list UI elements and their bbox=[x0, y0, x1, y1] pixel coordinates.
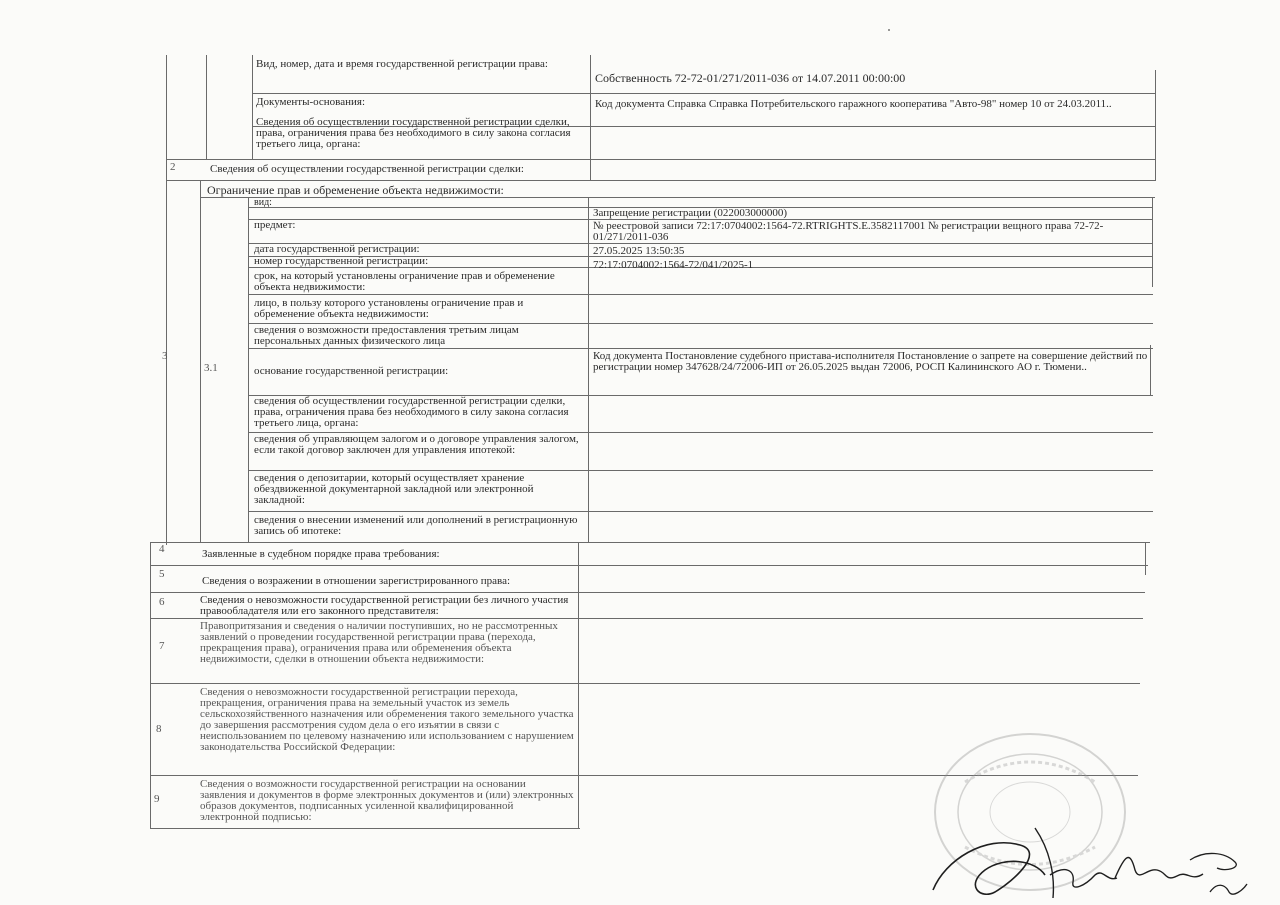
label-pledge-manager: сведения об управляющем залогом и о договоре управления залогом, если такой договор заключен для управления ипотекой: bbox=[254, 433, 579, 456]
rule bbox=[578, 543, 579, 829]
rule bbox=[150, 565, 1148, 566]
signature-icon bbox=[925, 820, 1255, 905]
rule bbox=[150, 828, 580, 829]
rule bbox=[252, 93, 1156, 94]
label-restriction-kind: вид: bbox=[254, 197, 272, 207]
rule bbox=[248, 197, 249, 542]
rule bbox=[150, 542, 1150, 543]
rule bbox=[166, 55, 167, 545]
label-registration-consent: сведения об осуществлении государственной регистрации сделки, права, ограничения права без необходимого в силу закона согласия третьего лица, органа: bbox=[254, 395, 569, 429]
rule bbox=[166, 159, 1156, 160]
rule bbox=[1145, 543, 1146, 575]
label-registration-number: номер государственной регистрации: bbox=[254, 255, 429, 267]
row-number: 3 bbox=[162, 350, 168, 362]
row-number: 8 bbox=[156, 723, 162, 735]
label-agricultural-land: Сведения о невозможности государственной регистрации перехода, прекращения, ограничения права на земельный участок из земель сельскохозяйственного назначения или обременения такого земельного участка до завершения рассмотрения судом дела о его изъятии в связи с неиспользованием по целевому назначению или использованием с нарушением законодательства Российской Федерации: bbox=[200, 686, 574, 753]
sub-row-number: 3.1 bbox=[204, 362, 218, 374]
value-restriction-subject: № реестровой записи 72:17:0704002:1564-72.RTRIGHTS.E.3582117001 № регистрации вещного права 72-72-01/271/2011-036 bbox=[593, 220, 1104, 243]
row-number: 2 bbox=[170, 161, 176, 173]
label-beneficiary: лицо, в пользу которого установлены ограничение прав и обременение объекта недвижимости: bbox=[254, 297, 524, 320]
rule bbox=[248, 294, 1153, 295]
label-depositary: сведения о депозитарии, который осуществляет хранение обездвиженной документарной закладной или электронной закладной: bbox=[254, 472, 534, 506]
label-claims: Заявленные в судебном порядке права требования: bbox=[202, 548, 440, 560]
rule bbox=[248, 511, 1153, 512]
value-basis-documents: Код документа Справка Справка Потребительского гаражного кооператива "Авто-98" номер 10 от 24.03.2011.. bbox=[595, 98, 1112, 110]
label-personal-participation: Сведения о невозможности государственной регистрации без личного участия правообладателя или его законного представителя: bbox=[200, 594, 569, 617]
label-restriction-term: срок, на который установлены ограничение прав и обременение объекта недвижимости: bbox=[254, 270, 555, 293]
value-registration-date: 27.05.2025 13:50:35 bbox=[593, 245, 685, 257]
label-restriction-subject: предмет: bbox=[254, 219, 296, 231]
value-registration-basis: Код документа Постановление судебного пристава-исполнителя Постановление о запрете на совершение действий по регистрации номер 347628/24/72006-ИП от 26.05.2025 выдан 72006, РОСП Калининского АО г. Тюмени.. bbox=[593, 350, 1148, 373]
label-restrictions-header: Ограничение прав и обременение объекта недвижимости: bbox=[207, 184, 504, 197]
value-registration-number: 72:17:0704002:1564-72/041/2025-1 bbox=[593, 259, 754, 271]
row-number: 5 bbox=[159, 568, 165, 580]
rule bbox=[1152, 197, 1153, 287]
label-registration-basis: основание государственной регистрации: bbox=[254, 365, 449, 377]
rule bbox=[150, 592, 1145, 593]
rule bbox=[206, 55, 207, 159]
label-claims-pending: Правопритязания и сведения о наличии поступивших, но не рассмотренных заявлений о проведении государственной регистрации права (перехода, прекращения права), ограничения права или обременения объекта недвижимости, сделки в отношении объекта недвижимости: bbox=[200, 620, 558, 665]
value-registration-type: Собственность 72-72-01/271/2011-036 от 14.07.2011 00:00:00 bbox=[595, 72, 906, 85]
rule bbox=[248, 470, 1153, 471]
label-objection: Сведения о возражении в отношении зарегистрированного права: bbox=[202, 575, 511, 587]
rule bbox=[166, 180, 1156, 181]
rule bbox=[248, 348, 1153, 349]
rule bbox=[1155, 70, 1156, 180]
label-personal-data: сведения о возможности предоставления третьим лицам персональных данных физического лица bbox=[254, 324, 519, 347]
row-number: 9 bbox=[154, 793, 160, 805]
scan-speck bbox=[888, 29, 890, 31]
row-number: 6 bbox=[159, 596, 165, 608]
label-deal-registration: Сведения об осуществлении государственной регистрации сделки: bbox=[210, 163, 524, 175]
label-mortgage-changes: сведения о внесении изменений или дополнений в регистрационную запись об ипотеке: bbox=[254, 514, 578, 537]
rule bbox=[150, 543, 151, 829]
rule bbox=[150, 683, 1140, 684]
row-number: 4 bbox=[159, 543, 165, 555]
label-electronic-registration: Сведения о возможности государственной регистрации на основании заявления и документов в форме электронных документов и (или) электронных образов документов, подписанных усиленной квалифицированной электронной подписью: bbox=[200, 778, 574, 823]
row-number: 7 bbox=[159, 640, 165, 652]
value-restriction-kind: Запрещение регистрации (022003000000) bbox=[593, 207, 787, 219]
label-registration-type: Вид, номер, дата и время государственной регистрации права: bbox=[256, 58, 548, 70]
rule bbox=[150, 618, 1143, 619]
label-registration-date: дата государственной регистрации: bbox=[254, 243, 420, 255]
label-deal-consent: Сведения об осуществлении государственной регистрации сделки, права, ограничения права без необходимого в силу закона согласия третьего лица, органа: bbox=[256, 116, 571, 150]
label-basis-documents: Документы-основания: bbox=[256, 96, 366, 108]
